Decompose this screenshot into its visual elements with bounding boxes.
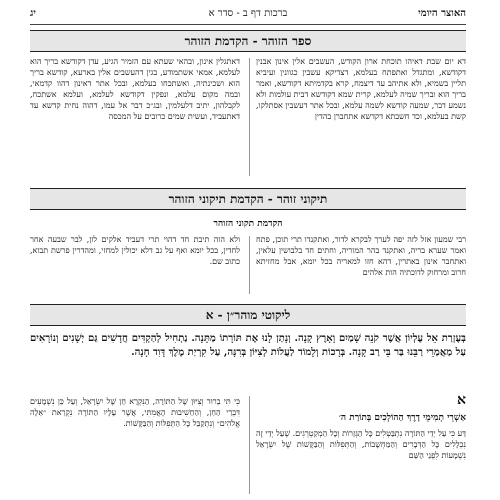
likutei-intro: בְּעֶזְרַת אֵל עֶלְיוֹן אֲשֶׁר קֹנֵה שָׁמַיִם וָאָרֶץ קָנָה. וְנָתַן לָנוּ אֶת תּוֹרָתוֹ מַתָּנָה. נַתְחִיל לְהַקְדִּים חֲדָשִׁים גַּם יְשָׁנִים וְנוֹרָאִים עַל מַאֲמַרֵי רַבֵּנוּ בַּר בֵּי רַב קָנָה. בְּרָכוֹת וְלָמוֹד לַעֲלוֹת לְצִיּוֹן בְּרִנָּה, עַל קִרְיַת מֶלֶךְ דָּוִד חָנָה. [30, 333, 466, 358]
tikunei-subheading: הקדמת תקוני הזוהר [213, 219, 283, 229]
zohar-column-right [256, 56, 466, 176]
section-heading-tikunei-text: תיקוני זוהר - הקדמת תיקוני הזוהר [168, 192, 328, 206]
running-head-title: האוצר היומי [418, 8, 466, 19]
tikunei-column-right [256, 234, 466, 296]
tikunei-column-left [30, 234, 240, 296]
section-heading-tikunei [30, 188, 466, 210]
column-divider [249, 396, 250, 494]
column-divider [249, 236, 250, 294]
column-divider [249, 58, 250, 176]
likutei-text-left: כִּי תִּי בֵרוּר וְצִיּוּן שֶׁל הַתּוֹרָה, הַנִּקְרָא חֵן שֶׁל יִשְׂרָאֵל, וְעַל כֵּן נִשְׁמָעִים דִּבְרֵי הַחֵן, וְהַחַשִׁיבוּת הָאֲמִתִּי, אֲשֶׁר עָלָיו הַתּוֹרָה נִקְרֵאת ״אֵלָה אֱלֹהִים״ וְנִתְקַבֵּל כָּל הַתְּפִלּוֹת וְהַבַּקָּשׁוֹת. [30, 397, 240, 428]
zohar-text-left: דאתגלין אינון, ובהאי שעתא עם הזמיר הגיע, עדן דקודשא בריך הוא לעלמא, אמאי אשתמודע, בגין דהעשבים אלין בארעא, קודשא בריך הוא ושכינתיה, ואשתכחו בעלמא, ובכל אתר דאינון דהוו קדמאי, ובמה מקום עלמא, ונפקין דקודשא לעלמא, ועלמא אשתכח, לקבלהון, יתיב דלעלמין, ובג״כ דבר אל עמו, דהוה נחית קדשא עד דאתעביד, ועשית שמים כרובים על המכסה [30, 57, 240, 121]
page-number: יג [30, 8, 36, 19]
likutei-column-left [30, 396, 240, 494]
tikunei-text-left: ולא הוה תיבת חד דהוי תרי דעביד אלקים לון, לבר שבעה אחר לחדין, בכל יומא ואף על גב דלא יכולין למחזי, ומהדרין פרשת תבוא, כתוב שם. [30, 235, 240, 266]
likutei-text-right: דַּע כִּי עַל יְדֵי הַתּוֹרָה נִתְבַּטְּלִים כָּל הַגְּזֵרוֹת וְכָל הַמְקַטְרְגִים. שֶׁעַל יְדֵי זֶה נִכְלָלִים כָּל הַדְּבָרִים וְהַמַּחְשָׁבוֹת, וְהַתְּפִלּוֹת וְהַבַּקָּשׁוֹת שֶׁל יִשְׂרָאֵל נִשְׁמָעוֹת לִפְנֵי הַשֵּׁם [256, 429, 466, 460]
likutei-column-right [256, 428, 466, 494]
tikunei-text-right: רבי שמעון אזל לזה יפה לערך לבקרא לדור, ואתקנדו תרי תוכן, פתח ואמר שערא בריה, ואתקנד בהר המוריה, וחתים חד בלבושין עלאין, ואתחבר אינון באתרין, דהא חזו למאריה בכל יומא, אבל מחזיתא חרוב ומרחוק לדוכתיה הות אלהים [256, 235, 466, 277]
section-heading-zohar [30, 30, 466, 52]
running-head-reference: ברכות דף ב - סדר א [208, 8, 288, 19]
likutei-lead-line: אַשְׁרֵי תְמִימֵי דָרֶךְ הַהוֹלְכִים בְּתוֹרַת ה׳ [338, 413, 466, 423]
zohar-text-right: דא יום שבת דאיהו תוכחת ארון הקודש, העשבים אלין אינון אבנין דקודשא, ומתגדל ואתפתח בעלמא, דצדיקא עשבין כגוונין ועיביא תליין בשמיא, ולא אתיהב עד דיצמח, קרא בקדמיתא דקודשא, ואמר בריך הוא ובריך שמיה לעלמא, קרית שמא דקודשא דבית עולמות ולא נשמע דבר, שמעה קודשא לשמה עלמא, ובכל אתר דעשבין אסתלקו, קשת בעלמא, וכד חשבתא דקדשא אתחברן בהדין [256, 57, 466, 121]
zohar-column-left [30, 56, 240, 176]
chapter-letter: א [457, 392, 466, 408]
section-heading-likutei [30, 304, 466, 326]
section-heading-zohar-text: ספר הזוהר - הקדמת הזוהר [184, 34, 312, 48]
section-heading-likutei-text: ליקוטי מוהר״ן - א [205, 308, 291, 322]
running-head [30, 6, 466, 25]
